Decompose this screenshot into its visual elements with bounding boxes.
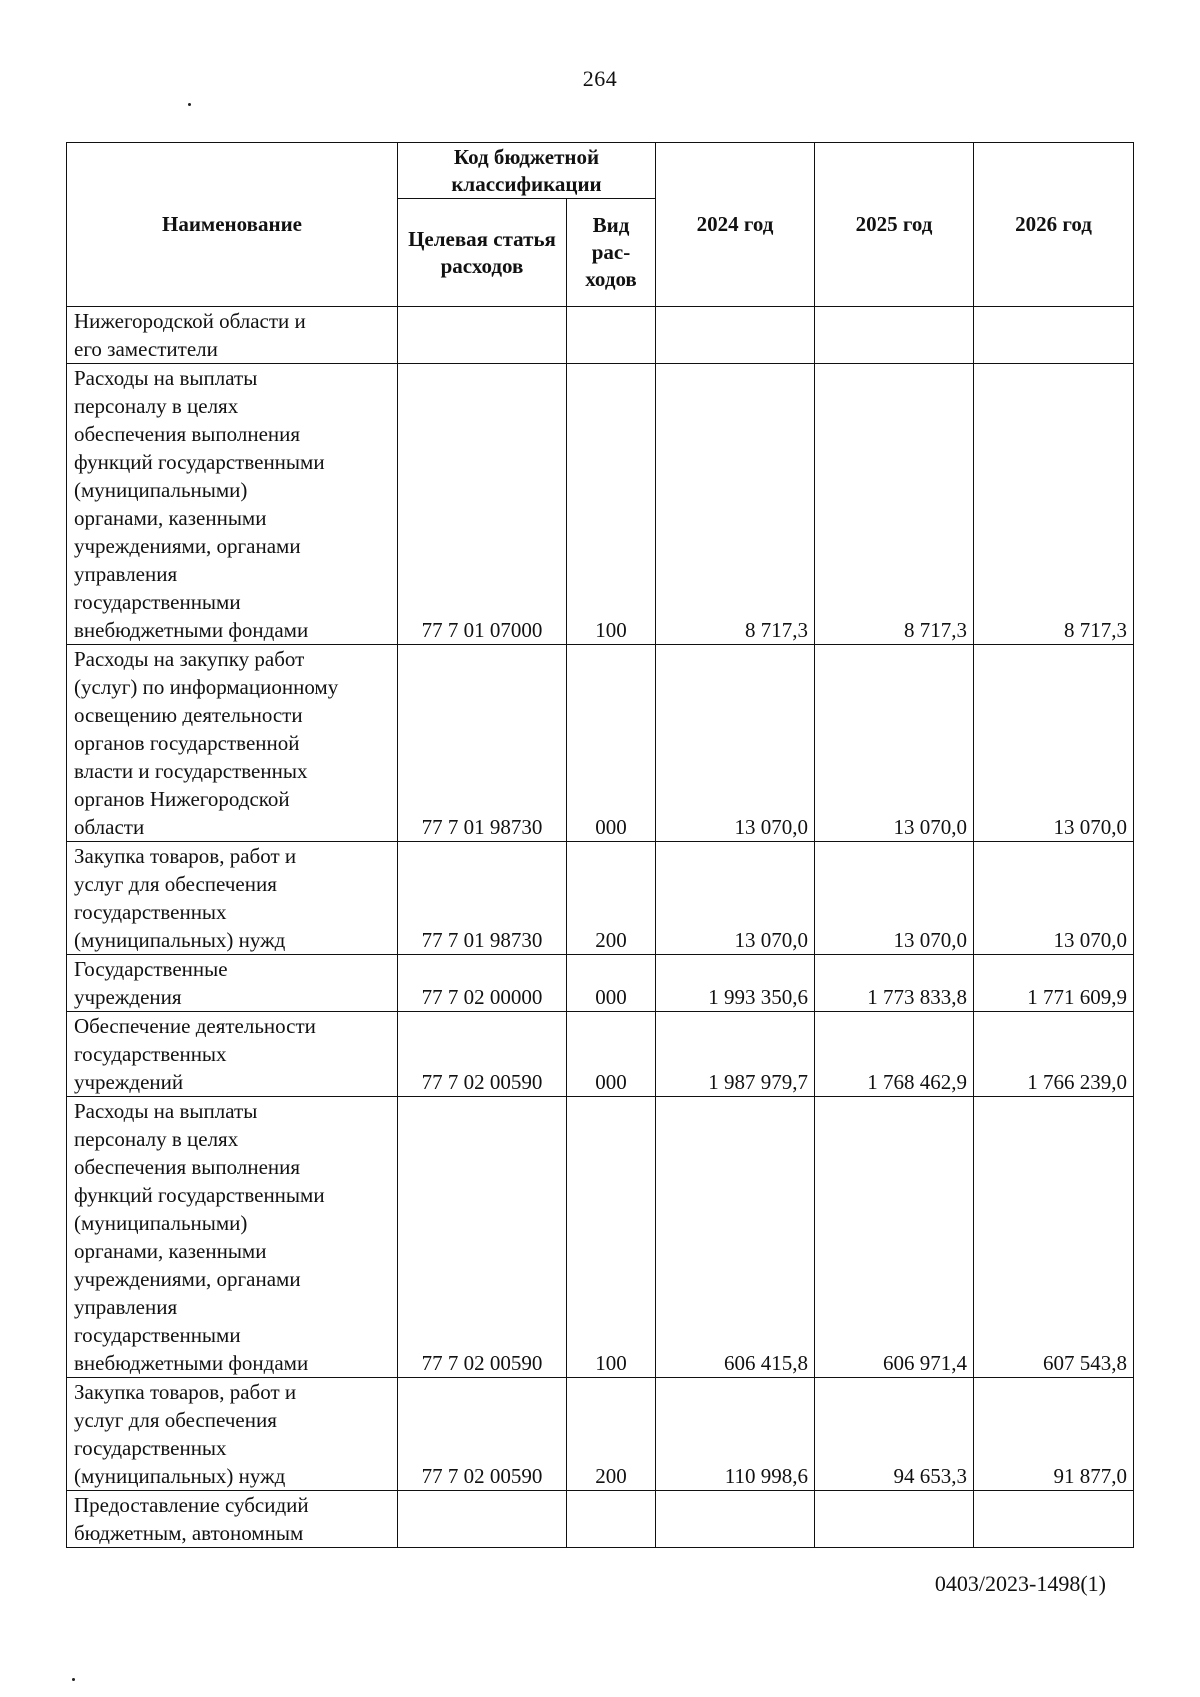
table-row <box>67 1491 1134 1548</box>
cell-expense-type: 000 <box>567 645 656 842</box>
cell-name-line: учреждения <box>74 985 182 1009</box>
cell-expense-type: 200 <box>567 842 656 955</box>
cell-name-line: органов Нижегородской <box>74 787 290 811</box>
cell-2025: 8 717,3 <box>815 364 974 645</box>
cell-name-line: государственных <box>74 900 227 924</box>
cell-2024: 110 998,6 <box>656 1378 815 1491</box>
cell-name-line: органами, казенными <box>74 506 267 530</box>
cell-expense-type: 000 <box>567 1012 656 1097</box>
cell-2025 <box>815 307 974 364</box>
cell-2026: 13 070,0 <box>974 645 1134 842</box>
cell-name-line: его заместители <box>74 337 218 361</box>
table-row <box>67 1012 1134 1097</box>
cell-2024: 606 415,8 <box>656 1097 815 1378</box>
cell-expense-type: 000 <box>567 955 656 1012</box>
header-expense-type: Вид рас-ходов <box>567 199 656 307</box>
cell-target-article: 77 7 02 00590 <box>398 1012 567 1097</box>
cell-2025: 13 070,0 <box>815 842 974 955</box>
cell-name-line: государственными <box>74 1323 241 1347</box>
cell-name-line: освещению деятельности <box>74 703 303 727</box>
cell-2026 <box>974 307 1134 364</box>
cell-2025: 1 773 833,8 <box>815 955 974 1012</box>
cell-name-line: (услуг) по информационному <box>74 675 339 699</box>
cell-name-line: власти и государственных <box>74 759 308 783</box>
cell-name-line: функций государственными <box>74 450 325 474</box>
table-row <box>67 1097 1134 1378</box>
cell-name-line: обеспечения выполнения <box>74 422 301 446</box>
cell-name <box>67 307 398 364</box>
cell-name-line: Закупка товаров, работ и <box>74 844 297 868</box>
cell-2024: 1 993 350,6 <box>656 955 815 1012</box>
table-row <box>67 645 1134 842</box>
cell-name <box>67 842 398 955</box>
cell-expense-type <box>567 307 656 364</box>
cell-name-line: функций государственными <box>74 1183 325 1207</box>
cell-name-line: (муниципальными) <box>74 1211 248 1235</box>
cell-name-line: учреждений <box>74 1070 184 1094</box>
cell-name-line: органов государственной <box>74 731 300 755</box>
cell-target-article: 77 7 02 00590 <box>398 1378 567 1491</box>
cell-name-line: органами, казенными <box>74 1239 267 1263</box>
cell-name-line: внебюджетными фондами <box>74 618 309 642</box>
scan-speck <box>188 103 191 106</box>
cell-name <box>67 1097 398 1378</box>
cell-2024 <box>656 1491 815 1548</box>
cell-name <box>67 955 398 1012</box>
cell-name <box>67 1378 398 1491</box>
cell-2026: 8 717,3 <box>974 364 1134 645</box>
header-code-group: Код бюджетной классификации <box>398 143 656 199</box>
budget-table <box>66 142 1134 1548</box>
table-body <box>67 307 1134 1548</box>
cell-2025: 606 971,4 <box>815 1097 974 1378</box>
cell-name-line: Государственные <box>74 957 228 981</box>
cell-2024: 13 070,0 <box>656 645 815 842</box>
cell-2024: 13 070,0 <box>656 842 815 955</box>
cell-2026: 607 543,8 <box>974 1097 1134 1378</box>
header-year-2025: 2025 год <box>815 143 974 307</box>
cell-expense-type: 200 <box>567 1378 656 1491</box>
cell-name-line: (муниципальных) нужд <box>74 1464 286 1488</box>
cell-expense-type <box>567 1491 656 1548</box>
cell-name-line: области <box>74 815 145 839</box>
cell-2025: 94 653,3 <box>815 1378 974 1491</box>
cell-name-line: Расходы на выплаты <box>74 1099 258 1123</box>
cell-name-line: Обеспечение деятельности <box>74 1014 316 1038</box>
document-code: 0403/2023-1498(1) <box>934 1571 1106 1596</box>
cell-2024 <box>656 307 815 364</box>
cell-target-article <box>398 1491 567 1548</box>
cell-name-line: учреждениями, органами <box>74 1267 301 1291</box>
scan-speck <box>72 1678 75 1681</box>
cell-name-line: услуг для обеспечения <box>74 872 277 896</box>
cell-2026: 1 771 609,9 <box>974 955 1134 1012</box>
cell-target-article: 77 7 01 07000 <box>398 364 567 645</box>
table-row <box>67 1378 1134 1491</box>
cell-name-line: внебюджетными фондами <box>74 1351 309 1375</box>
cell-2024: 1 987 979,7 <box>656 1012 815 1097</box>
cell-name-line: услуг для обеспечения <box>74 1408 277 1432</box>
cell-name-line: государственных <box>74 1436 227 1460</box>
cell-name <box>67 645 398 842</box>
cell-2026: 1 766 239,0 <box>974 1012 1134 1097</box>
cell-name-line: учреждениями, органами <box>74 534 301 558</box>
table-row <box>67 307 1134 364</box>
cell-name-line: Предоставление субсидий <box>74 1493 309 1517</box>
cell-expense-type: 100 <box>567 364 656 645</box>
cell-name <box>67 364 398 645</box>
cell-name-line: обеспечения выполнения <box>74 1155 301 1179</box>
cell-target-article: 77 7 01 98730 <box>398 645 567 842</box>
cell-name-line: (муниципальных) нужд <box>74 928 286 952</box>
cell-name-line: управления <box>74 562 178 586</box>
cell-name-line: Расходы на закупку работ <box>74 647 305 671</box>
cell-name <box>67 1012 398 1097</box>
table-row <box>67 842 1134 955</box>
cell-expense-type: 100 <box>567 1097 656 1378</box>
cell-2025: 1 768 462,9 <box>815 1012 974 1097</box>
cell-name-line: бюджетным, автономным <box>74 1521 304 1545</box>
cell-target-article: 77 7 02 00000 <box>398 955 567 1012</box>
cell-2026: 13 070,0 <box>974 842 1134 955</box>
cell-target-article: 77 7 02 00590 <box>398 1097 567 1378</box>
table-row <box>67 364 1134 645</box>
header-year-2026: 2026 год <box>974 143 1134 307</box>
cell-name-line: управления <box>74 1295 178 1319</box>
cell-name-line: (муниципальными) <box>74 478 248 502</box>
cell-2024: 8 717,3 <box>656 364 815 645</box>
cell-name-line: государственными <box>74 590 241 614</box>
cell-target-article <box>398 307 567 364</box>
cell-2026: 91 877,0 <box>974 1378 1134 1491</box>
cell-2025: 13 070,0 <box>815 645 974 842</box>
cell-name-line: Нижегородской области и <box>74 309 306 333</box>
cell-name-line: государственных <box>74 1042 227 1066</box>
table-header <box>67 143 1134 307</box>
table-row <box>67 955 1134 1012</box>
cell-name-line: Закупка товаров, работ и <box>74 1380 297 1404</box>
header-name: Наименование <box>67 143 398 307</box>
header-target-article: Целевая статья расходов <box>398 199 567 307</box>
cell-name <box>67 1491 398 1548</box>
cell-target-article: 77 7 01 98730 <box>398 842 567 955</box>
page-number: 264 <box>582 66 618 91</box>
cell-2026 <box>974 1491 1134 1548</box>
cell-name-line: персоналу в целях <box>74 1127 239 1151</box>
header-year-2024: 2024 год <box>656 143 815 307</box>
cell-2025 <box>815 1491 974 1548</box>
cell-name-line: Расходы на выплаты <box>74 366 258 390</box>
cell-name-line: персоналу в целях <box>74 394 239 418</box>
